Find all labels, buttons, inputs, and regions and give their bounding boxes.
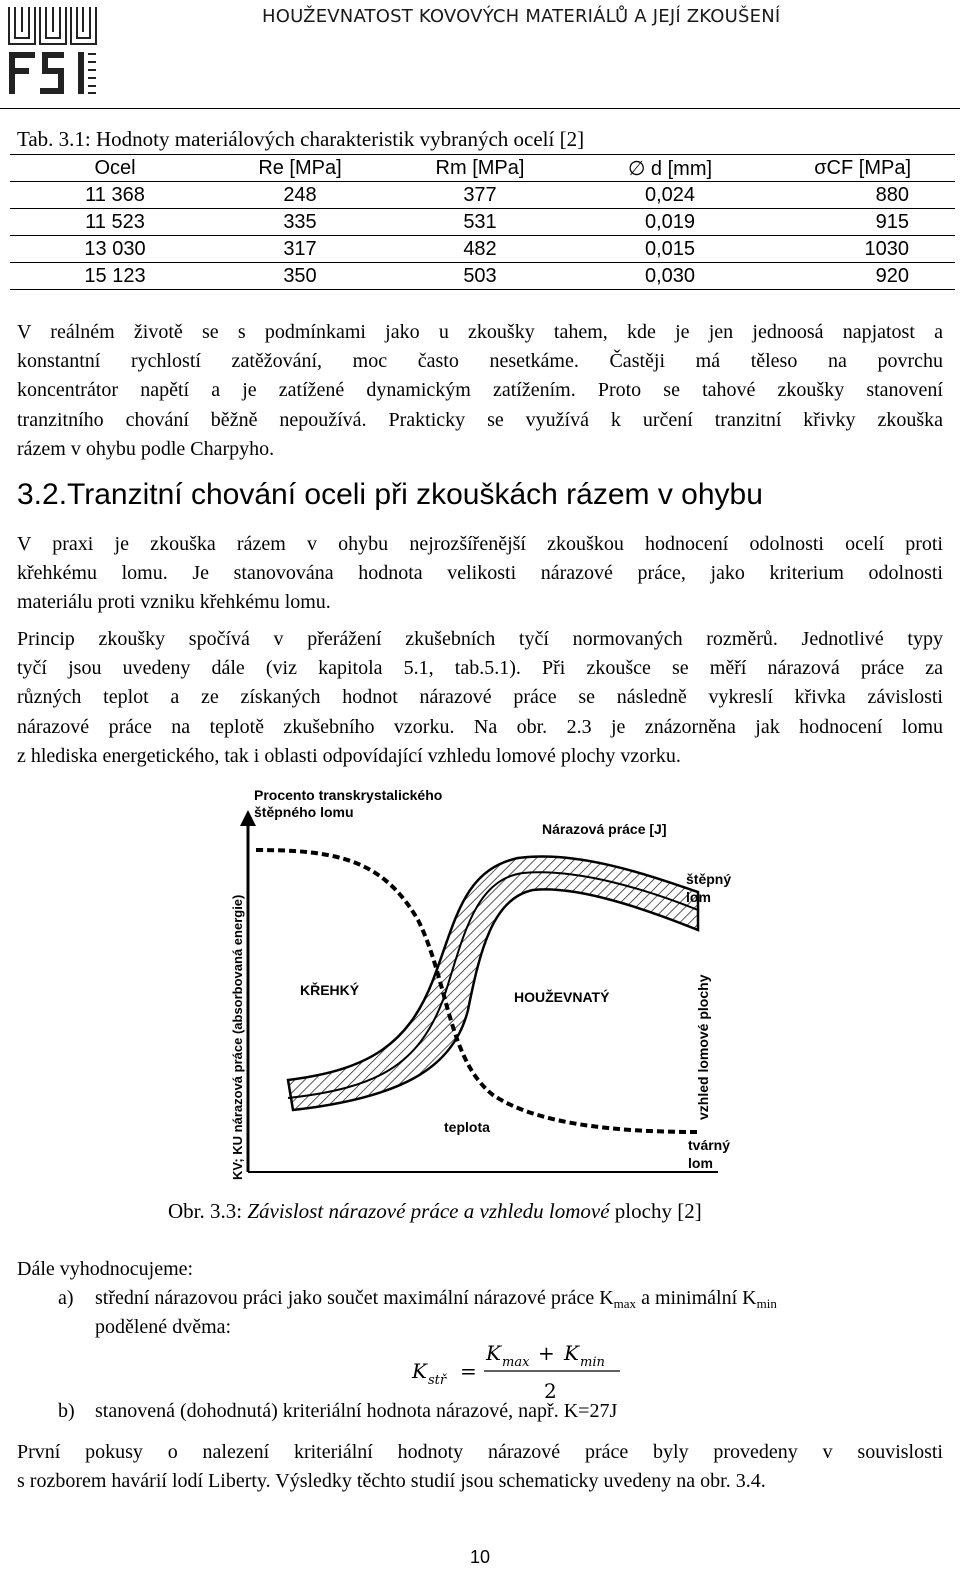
text-line: Princip zkoušky spočívá v přerážení zkušebních tyčí normovaných rozměrů. Jednotlivé typy (17, 628, 943, 650)
table-cell: 350 (220, 263, 380, 290)
label-percent-cleavage-1: Procento transkrystalického (254, 787, 443, 803)
col-header-sigma: σCF [MPa] (760, 155, 955, 182)
text-line: První pokusy o nalezení kriteriální hodnoty nárazové práce byly provedeny v souvislosti (17, 1441, 943, 1463)
section-heading (17, 478, 763, 512)
table-cell: 531 (380, 209, 580, 236)
text-line: z hlediska energetického, tak i oblasti odpovídající vzhledu lomové plochy vzorku. (17, 744, 681, 767)
mean-energy-formula (410, 1336, 630, 1406)
formula-plus: + (538, 1341, 555, 1365)
svg-text:FSI: FSI (52, 51, 54, 52)
text-line: tranzitního chování běžně nepoužívá. Prakticky se využívá k určení tranzitní křivky zkouška (17, 408, 943, 431)
formula-denominator: 2 (544, 1379, 557, 1403)
section-title: Tranzitní chování oceli při zkouškách rázem v ohybu (67, 478, 763, 511)
text-line: koncentrátor napětí a je zatížené dynamickým zatížením. Proto se tahové zkoušky stanovení (17, 379, 943, 402)
text-line: V praxi je zkouška rázem v ohybu nejrozšířenější zkouškou hodnocení odolnosti ocelí proti (17, 533, 943, 555)
table-row (10, 263, 955, 290)
label-ductile-1: tvárný (688, 1137, 731, 1153)
table-cell: 0,030 (580, 263, 760, 290)
text-line: rázem v ohybu podle Charpyho. (17, 437, 275, 460)
col-header-diameter: ∅ d [mm] (580, 155, 760, 182)
table-cell: 13 030 (10, 236, 220, 263)
material-table (10, 154, 955, 290)
table-cell: 920 (760, 263, 955, 290)
figure-caption-source: plochy [2] (609, 1199, 702, 1223)
table-cell: 880 (760, 182, 955, 209)
col-header-steel: Ocel (10, 155, 220, 182)
text-line: V reálném životě se s podmínkami jako u zkoušky tahem, kde je jen jednoosá napjatost a (17, 321, 943, 343)
col-header-rm: Rm [MPa] (380, 155, 580, 182)
item-a-text (95, 1287, 777, 1312)
subscript: min (756, 1296, 777, 1311)
table-cell: 15 123 (10, 263, 220, 290)
text-line: nárazové práce na teplotě zkušebního vzorku. Na obr. 2.3 je znázorněna jak hodnocení lomu (17, 715, 943, 738)
fsi-logo (6, 4, 98, 96)
text-line: různých teplot a ze získaných hodnot nárazové práce se následně vykreslí křivka závislosti (17, 686, 943, 709)
table-cell: 248 (220, 182, 380, 209)
table-cell: 317 (220, 236, 380, 263)
table-cell: 0,019 (580, 209, 760, 236)
label-cleavage-2: lom (686, 889, 711, 905)
table-cell: 11 368 (10, 182, 220, 209)
label-ductile-2: lom (688, 1155, 713, 1171)
item-a-text-part: střední nárazovou práci jako součet maximální nárazové práce K (95, 1287, 614, 1309)
label-tough: HOUŽEVNATÝ (514, 989, 610, 1005)
table-cell: 335 (220, 209, 380, 236)
text-line: tyčí jsou uvedeny dále (viz kapitola 5.1, tab.5.1). Při zkoušce se měří nárazová práce za (17, 657, 943, 680)
item-a-text-part: a minimální K (636, 1287, 757, 1309)
figure-caption-title: Závislost nárazové práce a vzhledu lomové (247, 1199, 610, 1223)
item-a-marker: a) (58, 1287, 74, 1309)
label-impact-energy: Nárazová práce [J] (542, 821, 667, 837)
figure-caption-prefix: Obr. 3.3: (168, 1199, 248, 1223)
table-cell: 0,015 (580, 236, 760, 263)
section-number: 3.2. (17, 478, 68, 511)
table-cell: 503 (380, 263, 580, 290)
item-b-text: stanovená (dohodnutá) kriteriální hodnota nárazové, např. K=27J (95, 1400, 618, 1422)
transition-curve-figure (218, 780, 758, 1192)
formula-num-b-sub: min (580, 1355, 605, 1370)
table-header-row (10, 155, 955, 182)
table-row (10, 182, 955, 209)
subscript: max (613, 1296, 637, 1311)
label-fracture-appearance: vzhled lomové plochy (695, 974, 711, 1120)
text-line: materiálu proti vzniku křehkému lomu. (17, 591, 331, 614)
label-percent-cleavage-2: štěpného lomu (254, 804, 354, 820)
label-brittle: KŘEHKÝ (300, 982, 360, 998)
formula-lhs: K (412, 1359, 427, 1383)
label-y-axis: KV; KU nárazová práce (absorbovaná energie) (230, 894, 245, 1180)
table-row (10, 236, 955, 263)
formula-lhs-sub: stř (428, 1373, 447, 1388)
col-header-re: Re [MPa] (220, 155, 380, 182)
paragraph-real-life (17, 318, 943, 464)
item-b-marker: b) (58, 1400, 75, 1422)
item-a-text-line2: podělené dvěma: (95, 1316, 232, 1338)
formula-equals: = (460, 1359, 477, 1383)
formula-num-a-sub: max (502, 1355, 530, 1370)
label-temperature: teplota (444, 1119, 490, 1135)
table-cell: 1030 (760, 236, 955, 263)
paragraph-practice (17, 530, 943, 618)
table-row (10, 209, 955, 236)
formula-num-b: K (564, 1341, 579, 1365)
page-number: 10 (469, 1547, 491, 1567)
paragraph-principle (17, 625, 943, 771)
table-caption: Tab. 3.1: Hodnoty materiálových charakteristik vybraných ocelí [2] (17, 127, 585, 151)
table-cell: 482 (380, 236, 580, 263)
text-line: křehkému lomu. Je stanovována hodnota velikosti nárazové práce, jako kriterium odolnosti (17, 562, 943, 585)
header-title: HOUŽEVNATOST KOVOVÝCH MATERIÁLŮ A JEJÍ ZKOUŠENÍ (262, 6, 781, 27)
text-line: konstantní rychlostí zatěžování, moc často nesetkáme. Častěji má těleso na povrchu (17, 350, 943, 373)
table-cell: 377 (380, 182, 580, 209)
label-cleavage-1: štěpný (686, 871, 732, 887)
table-cell: 11 523 (10, 209, 220, 236)
header-divider (0, 108, 960, 109)
evaluation-intro: Dále vyhodnocujeme: (17, 1258, 194, 1280)
text-line: s rozborem havárií lodí Liberty. Výsledky těchto studií jsou schematicky uvedeny na obr. 3.4. (17, 1470, 766, 1493)
paragraph-liberty (17, 1438, 943, 1496)
table-cell: 915 (760, 209, 955, 236)
table-cell: 0,024 (580, 182, 760, 209)
formula-num-a: K (486, 1341, 501, 1365)
figure-caption (168, 1199, 702, 1224)
